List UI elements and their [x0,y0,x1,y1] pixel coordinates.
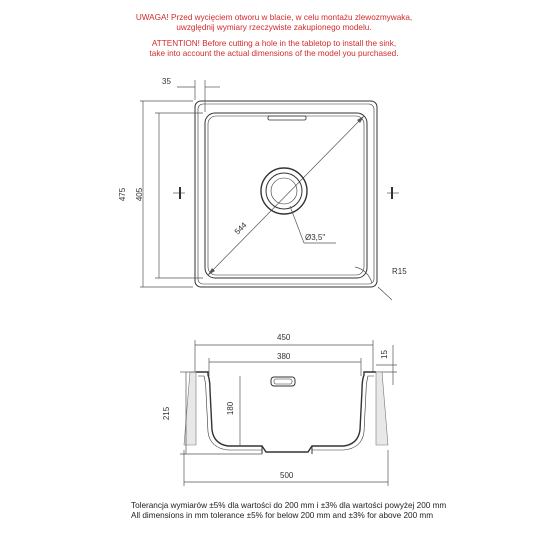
side-overflow [271,377,295,386]
radius-label: R15 [392,267,407,276]
warning-pl-line2: uwzględnij wymiary rzeczywiste zakupionego modelu. [176,23,372,32]
radius-leader [378,287,392,300]
top-width-label: 450 [277,333,291,342]
tolerance-note-en: All dimensions in mm tolerance ±5% for below 200 mm and ±3% for above 200 mm [131,511,434,520]
drain-label: Ø3,5" [305,233,326,242]
countertop-right [376,372,388,445]
top-view [140,80,399,300]
total-height-label: 215 [162,406,172,421]
bowl-depth-label: 180 [226,401,236,416]
diagonal-label: 544 [232,220,249,237]
diagonal-dimension-line [208,116,364,275]
tolerance-note-pl: Tolerancja wymiarów ±5% dla wartości do 200 mm i ±3% dla wartości powyżej 200 mm [131,501,447,510]
inner-height-label: 405 [135,187,145,202]
warning-en-line2: take into account the actual dimensions of the model you purchased. [149,49,399,58]
outer-height-label: 475 [118,187,128,202]
side-view [180,340,397,486]
overflow-slot [268,116,306,120]
drain-leader [290,206,304,243]
warning-en-line1: ATTENTION! Before cutting a hole in the tabletop to install the sink, [151,39,397,48]
rim-label: 15 [379,350,389,359]
sink-outer-outline [195,101,377,287]
sink-section-wall-right [312,376,374,450]
bottom-width-label: 500 [280,471,294,480]
sink-rim-inner [198,104,374,284]
drain-hole [271,178,297,204]
drain-inner-ring [266,173,302,209]
flange-label: 35 [162,77,171,86]
inner-width-label: 380 [277,352,291,361]
warning-pl-line1: UWAGA! Przed wycięciem otworu w blacie, w celu montażu zlewozmywaka, [135,13,413,22]
drain-outer-ring [261,168,307,214]
